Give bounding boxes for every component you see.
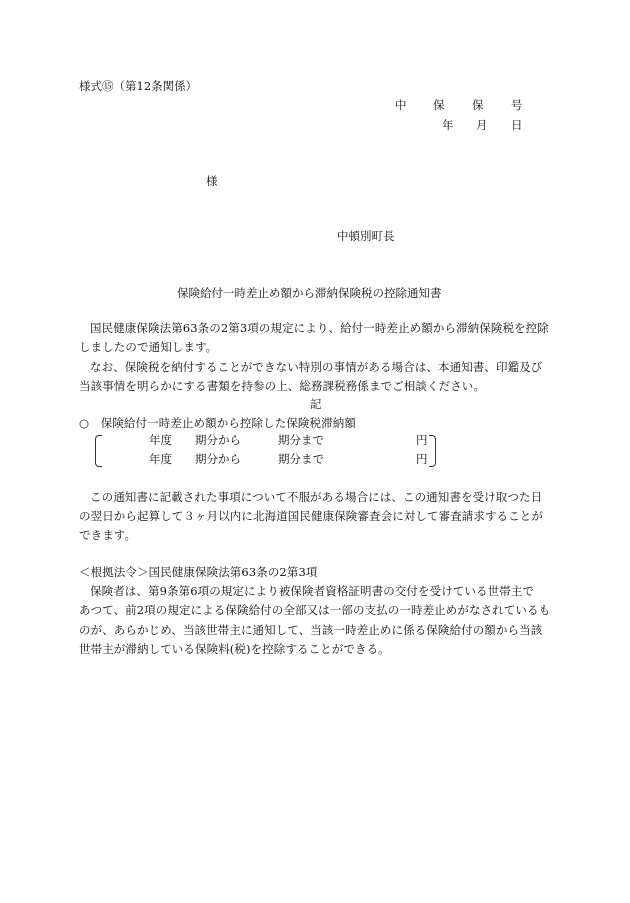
appeal-notice [79, 492, 542, 504]
date-day: 日 [511, 118, 523, 132]
body-text: 保険者は、第9条第6項の規定により被保険者資格証明書の交付を受けている世帯主で [90, 584, 535, 598]
year-label: 年度 [149, 433, 172, 447]
doc-no-char: 保 [472, 98, 484, 112]
yen-label: 円 [416, 433, 428, 447]
body-paragraph-2 [79, 362, 542, 374]
doc-no-char: 号 [511, 98, 523, 112]
ki-marker: 記 [310, 397, 322, 411]
period-to-label: 期分まで [278, 433, 324, 447]
body-text: 国民健康保険法第63条の2第3項の規定により、給付一時差止め額から滞納保険税を控除 [90, 321, 549, 335]
body-text: なお、保険税を納付することができない特別の事情がある場合は、本通知書、印鑑及び [90, 360, 543, 374]
year-label: 年度 [149, 452, 172, 466]
yen-label: 円 [416, 452, 428, 466]
body-text: 当該事情を明らかにする書類を持参の上、総務課税務係までご相談ください。 [79, 379, 485, 393]
left-bracket [95, 435, 102, 467]
body-text: のが、あらかじめ、当該世帯主に通知して、当該一時差止めに係る保険給付の額から当該 [79, 623, 543, 637]
period-from-label: 期分から [195, 433, 241, 447]
deduction-heading: ○ 保険給付一時差止め額から控除した保険税滞納額 [79, 416, 356, 430]
legal-basis-heading: ＜根拠法令＞国民健康保険法第63条の2第3項 [79, 565, 318, 579]
form-number-label: 様式⑮（第12条関係） [79, 79, 198, 93]
period-to-label: 期分まで [278, 452, 324, 466]
body-text: しましたので通知します。 [79, 340, 218, 354]
right-bracket [429, 435, 436, 467]
body-text: の翌日から起算して３ヶ月以内に北海道国民健康保険審査会に対して審査請求することが [79, 509, 543, 523]
document-title: 保険給付一時差止め額から滞納保険税の控除通知書 [177, 286, 442, 300]
addressee-honorific: 様 [206, 174, 218, 188]
body-text: 世帯主が滞納している保険料(税)を控除することができる。 [79, 642, 390, 656]
sender-name: 中頓別町長 [337, 229, 395, 243]
body-text: この通知書に記載された事項について不服がある場合には、この通知書を受け取つた日 [90, 490, 543, 504]
body-text: できます。 [79, 528, 137, 542]
body-text: あつて、前2項の規定による保険給付の全部又は一部の支払の一時差止めがなされているも [79, 603, 551, 617]
doc-no-char: 保 [433, 98, 445, 112]
body-paragraph-1 [79, 323, 549, 335]
date-year: 年 [442, 118, 454, 132]
doc-no-char: 中 [395, 98, 407, 112]
legal-basis-text [79, 586, 534, 598]
date-month: 月 [476, 118, 488, 132]
period-from-label: 期分から [195, 452, 241, 466]
